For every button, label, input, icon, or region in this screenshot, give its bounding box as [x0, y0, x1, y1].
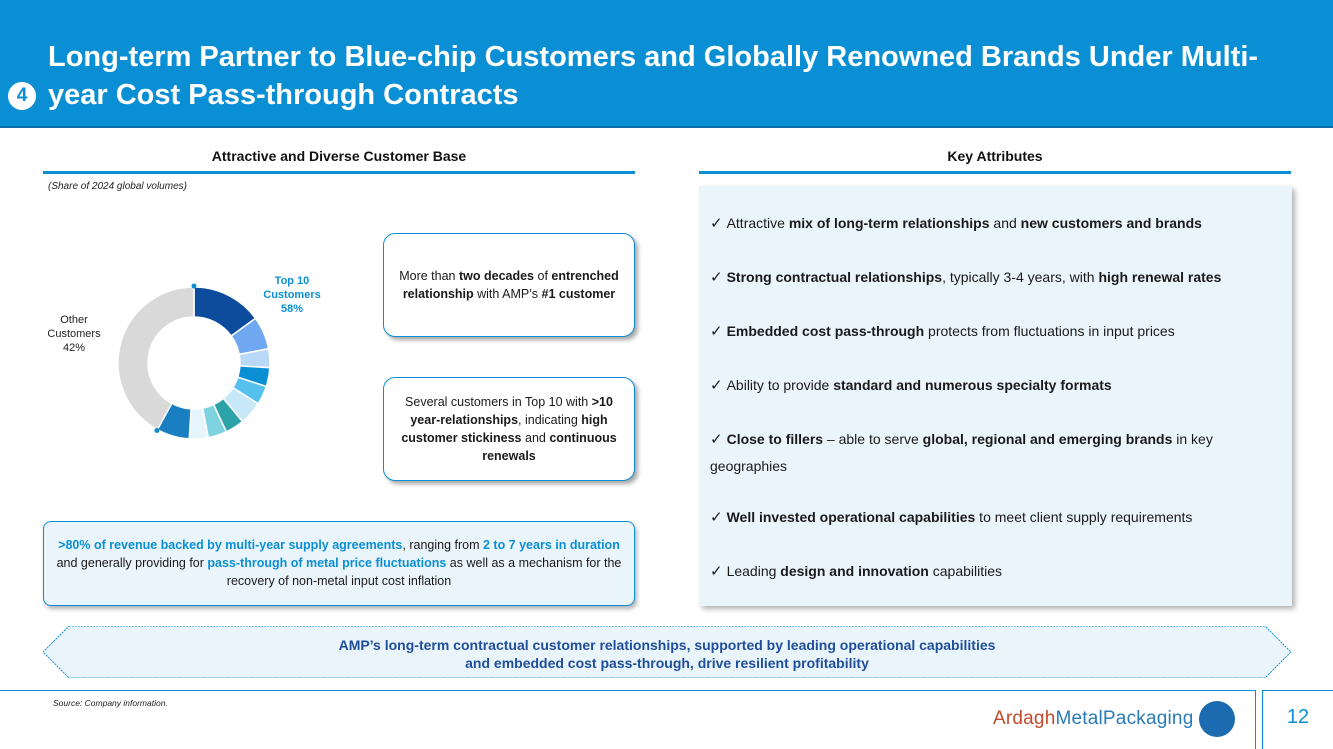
attribute-item — [710, 504, 1280, 531]
attribute-text-part: protects from fluctuations in input prices — [924, 323, 1175, 339]
attribute-text-part: Embedded cost pass-through — [726, 323, 925, 339]
footer-divider-page — [1262, 690, 1333, 691]
checkmark-icon: ✓ — [710, 431, 723, 448]
callout2-text-e: and — [521, 431, 550, 445]
top10-label-line3: 58% — [280, 303, 304, 315]
revenue-text-f: as well as a mechanism for the recovery of non-metal input cost inflation — [226, 556, 622, 588]
source-note: Source: Company information. — [53, 698, 168, 708]
checkmark-icon: ✓ — [710, 269, 723, 286]
revenue-text-b: , ranging from — [402, 538, 483, 552]
revenue-text-e: pass-through of metal price fluctuations — [207, 556, 447, 570]
attribute-item — [710, 210, 1280, 237]
checkmark-icon: ✓ — [710, 377, 723, 394]
attribute-text-part: to meet client supply requirements — [975, 509, 1193, 525]
callout1-text-d: entrenched relationship — [402, 269, 619, 301]
attribute-text-part: mix of long-term relationships — [788, 215, 990, 231]
attribute-item — [710, 426, 1280, 479]
key-attributes-heading: Key Attributes — [947, 148, 1043, 164]
brand-wordmark-a: Ardagh — [993, 708, 1056, 729]
callout-two-decades-text — [396, 267, 622, 303]
customer-base-heading: Attractive and Diverse Customer Base — [211, 148, 467, 164]
callout2-text-d: high customer stickiness — [401, 413, 608, 445]
amp-logo-icon — [1199, 701, 1235, 737]
footer-divider-vertical-2 — [1262, 690, 1263, 749]
checkmark-icon: ✓ — [710, 563, 723, 580]
checkmark-icon: ✓ — [710, 215, 723, 232]
donut-marker-1 — [192, 284, 197, 289]
callout-two-decades — [383, 233, 635, 337]
donut-marker-2 — [154, 428, 159, 433]
checkmark-icon: ✓ — [710, 323, 723, 340]
callout2-text-f: continuous renewals — [482, 431, 617, 463]
callout1-text-a: More than — [399, 269, 459, 283]
callout2-text-b: >10 year-relationships — [410, 395, 613, 427]
checkmark-icon: ✓ — [710, 509, 723, 526]
key-attributes-panel — [699, 186, 1292, 606]
callout1-text-b: two decades — [458, 269, 535, 283]
callout1-text-e: with AMP’s — [473, 287, 542, 301]
summary-banner-text — [43, 636, 1291, 672]
attribute-text-part: design and innovation — [780, 563, 929, 579]
customer-base-heading-underline — [43, 171, 635, 174]
attribute-text-part: in key geographies — [710, 431, 1213, 474]
brand-wordmark — [993, 708, 1193, 730]
attribute-item — [710, 558, 1280, 585]
brand-wordmark-b: MetalPackaging — [1055, 708, 1194, 729]
attribute-text-part: new customers and brands — [1020, 215, 1202, 231]
banner-line2: and embedded cost pass-through, drive resilient profitability — [465, 655, 869, 671]
other-label-line1: Other — [60, 314, 88, 326]
attribute-text-part: high renewal rates — [1098, 269, 1222, 285]
footer-divider-vertical — [1255, 690, 1256, 749]
attribute-text-part: – able to serve — [823, 431, 923, 447]
attribute-text-part: capabilities — [928, 563, 1003, 579]
top10-label — [246, 274, 338, 316]
other-label-line2: Customers — [47, 328, 101, 340]
other-label-line3: 42% — [62, 342, 86, 354]
callout-stickiness-text — [396, 393, 622, 465]
callout1-text-c: of — [534, 269, 552, 283]
volume-note: (Share of 2024 global volumes) — [48, 181, 187, 192]
section-number-badge: 4 — [6, 80, 38, 112]
attribute-text-part: standard and numerous specialty formats — [833, 377, 1112, 393]
attribute-item — [710, 264, 1280, 291]
revenue-text-c: 2 to 7 years in duration — [482, 538, 620, 552]
footer-divider — [0, 690, 1255, 691]
attribute-text-part: global, regional and emerging brands — [922, 431, 1173, 447]
callout2-text-a: Several customers in Top 10 with — [405, 395, 592, 409]
callout-stickiness — [383, 377, 635, 481]
header-bar — [0, 0, 1333, 128]
attribute-text-part: Strong contractual relationships — [726, 269, 943, 285]
key-attributes-heading-underline — [699, 171, 1291, 174]
attribute-text-part: Leading — [726, 563, 781, 579]
other-label — [34, 313, 114, 355]
attribute-text-part: Close to fillers — [726, 431, 824, 447]
attribute-item — [710, 318, 1280, 345]
page-title: Long-term Partner to Blue-chip Customers and Globally Renowned Brands Under Multi-year Cost Pass-through Contracts — [48, 41, 1259, 111]
attribute-text-part: and — [989, 215, 1021, 231]
page-number: 12 — [1286, 706, 1310, 728]
callout1-text-f: #1 customer — [541, 287, 616, 301]
attribute-text-part: Well invested operational capabilities — [726, 509, 976, 525]
top10-label-line1: Top 10 — [274, 275, 310, 287]
callout2-text-c: , indicating — [518, 413, 582, 427]
revenue-text-a: >80% of revenue backed by multi-year supply agreements — [58, 538, 403, 552]
attribute-item — [710, 372, 1280, 399]
revenue-text-d: and generally providing for — [56, 556, 208, 570]
revenue-backing-box — [43, 521, 635, 606]
attribute-text-part: , typically 3-4 years, with — [942, 269, 1099, 285]
attribute-text-part: Ability to provide — [726, 377, 834, 393]
banner-line1: AMP’s long-term contractual customer relationships, supported by leading operational capabilities — [338, 637, 996, 653]
top10-label-line2: Customers — [263, 289, 321, 301]
attribute-text-part: Attractive — [726, 215, 789, 231]
